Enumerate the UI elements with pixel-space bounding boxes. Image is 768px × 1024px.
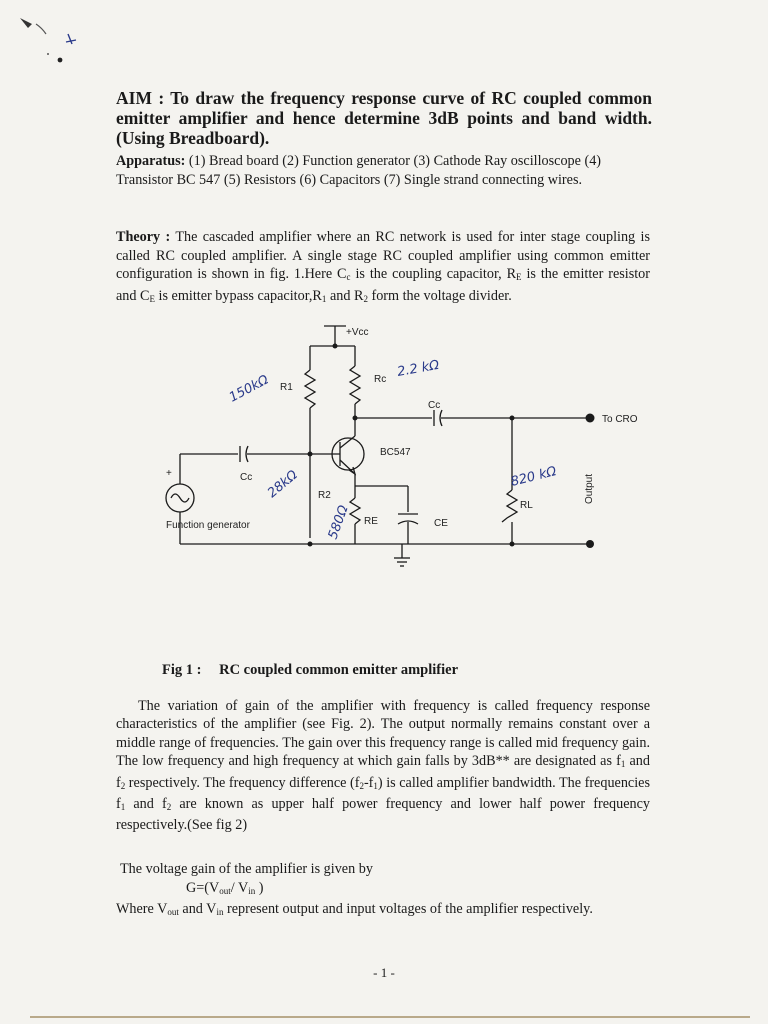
figure-caption (162, 662, 458, 679)
gain-where-text: Where $V_{out}$ and $V_{in}$ represent output and input voltages of the amplifier respectively. (116, 901, 593, 918)
handwritten-r1-value: 150kΩ (226, 372, 272, 406)
page-number: - 1 - (373, 965, 395, 980)
gain-formula: $G=(V_{out}/$ $V_{in}$ ) (186, 879, 264, 896)
figure-number: Fig 1 : (162, 662, 202, 678)
output-label: Output (584, 473, 595, 504)
output-terminal-bottom (586, 540, 594, 548)
apparatus-text: (1) Bread board (2) Function generator (3) Cathode Ray oscilloscope (4) Transistor BC 547 (5) Resistors (6) Capacitors (7) Single strand connecting wires. (116, 153, 602, 188)
gain-intro: The voltage gain of the amplifier is given by (120, 861, 373, 877)
frequency-response-paragraph: The variation of gain of the amplifier with frequency is called frequency response characteristics of the amplifier (see Fig. 2). The output normally remains constant over a middle range of frequencies. The gain over this frequency range is called mid frequency gain. The low frequency and high frequency at which gain falls by 3dB** are designated as $f_1$ and $f_2$ respectively. The frequency difference $(f_2-f_1)$ is called amplifier bandwidth. The frequencies $f_1$ and $f_2$ are known as upper half power frequency and lower half power frequency respectively.(See fig 2) (116, 698, 650, 834)
aim-text: To draw the frequency response curve of RC coupled common emitter amplifier and hence determine 3dB points and band width. (Using Breadboard). (116, 88, 652, 148)
apparatus-label: Apparatus: (116, 153, 186, 169)
circuit-diagram (140, 318, 680, 588)
rl-label: RL (520, 500, 533, 511)
apparatus-section (116, 152, 646, 190)
theory-text: The cascaded amplifier where an RC network is used for inter stage coupling is called RC coupled amplifier. A single stage RC coupled amplifier using common emitter configuration is shown in fig. 1.Here $C_c$ is the coupling capacitor, $R_E$ is the emitter resistor and $C_E$ is emitter bypass $capacitor,R_1$ and $R_2$ form the voltage divider. (116, 229, 651, 304)
theory-section (116, 228, 650, 308)
figure-caption-text: RC coupled common emitter amplifier (219, 662, 459, 678)
to-cro-label: To CRO (602, 414, 638, 425)
handwritten-re-value: 580Ω (325, 503, 352, 542)
handwritten-rc-value: 2.2 kΩ (396, 357, 441, 380)
pen-scribble-mark (18, 14, 88, 74)
re-label: RE (364, 516, 378, 527)
svg-text:+: + (166, 468, 172, 479)
transistor-label: BC547 (380, 447, 411, 458)
cc-output-label: Cc (428, 400, 441, 411)
output-terminal-top (586, 414, 595, 423)
handwritten-rl-value: 820 kΩ (509, 464, 559, 490)
cc-input-label: Cc (240, 472, 253, 483)
r1-label: R1 (280, 382, 293, 393)
theory-label: Theory : (116, 229, 171, 245)
handwritten-r2-value: 28kΩ (264, 467, 301, 502)
function-generator-label: Function generator (166, 520, 250, 531)
ce-label: CE (434, 518, 448, 529)
aim-label: AIM : (116, 88, 165, 108)
aim-statement (116, 88, 652, 148)
vcc-label: +Vcc (346, 327, 369, 338)
rc-label: Rc (374, 374, 387, 385)
page-bottom-edge (30, 1016, 750, 1018)
r2-label: R2 (318, 490, 331, 501)
voltage-gain-section (116, 860, 650, 922)
